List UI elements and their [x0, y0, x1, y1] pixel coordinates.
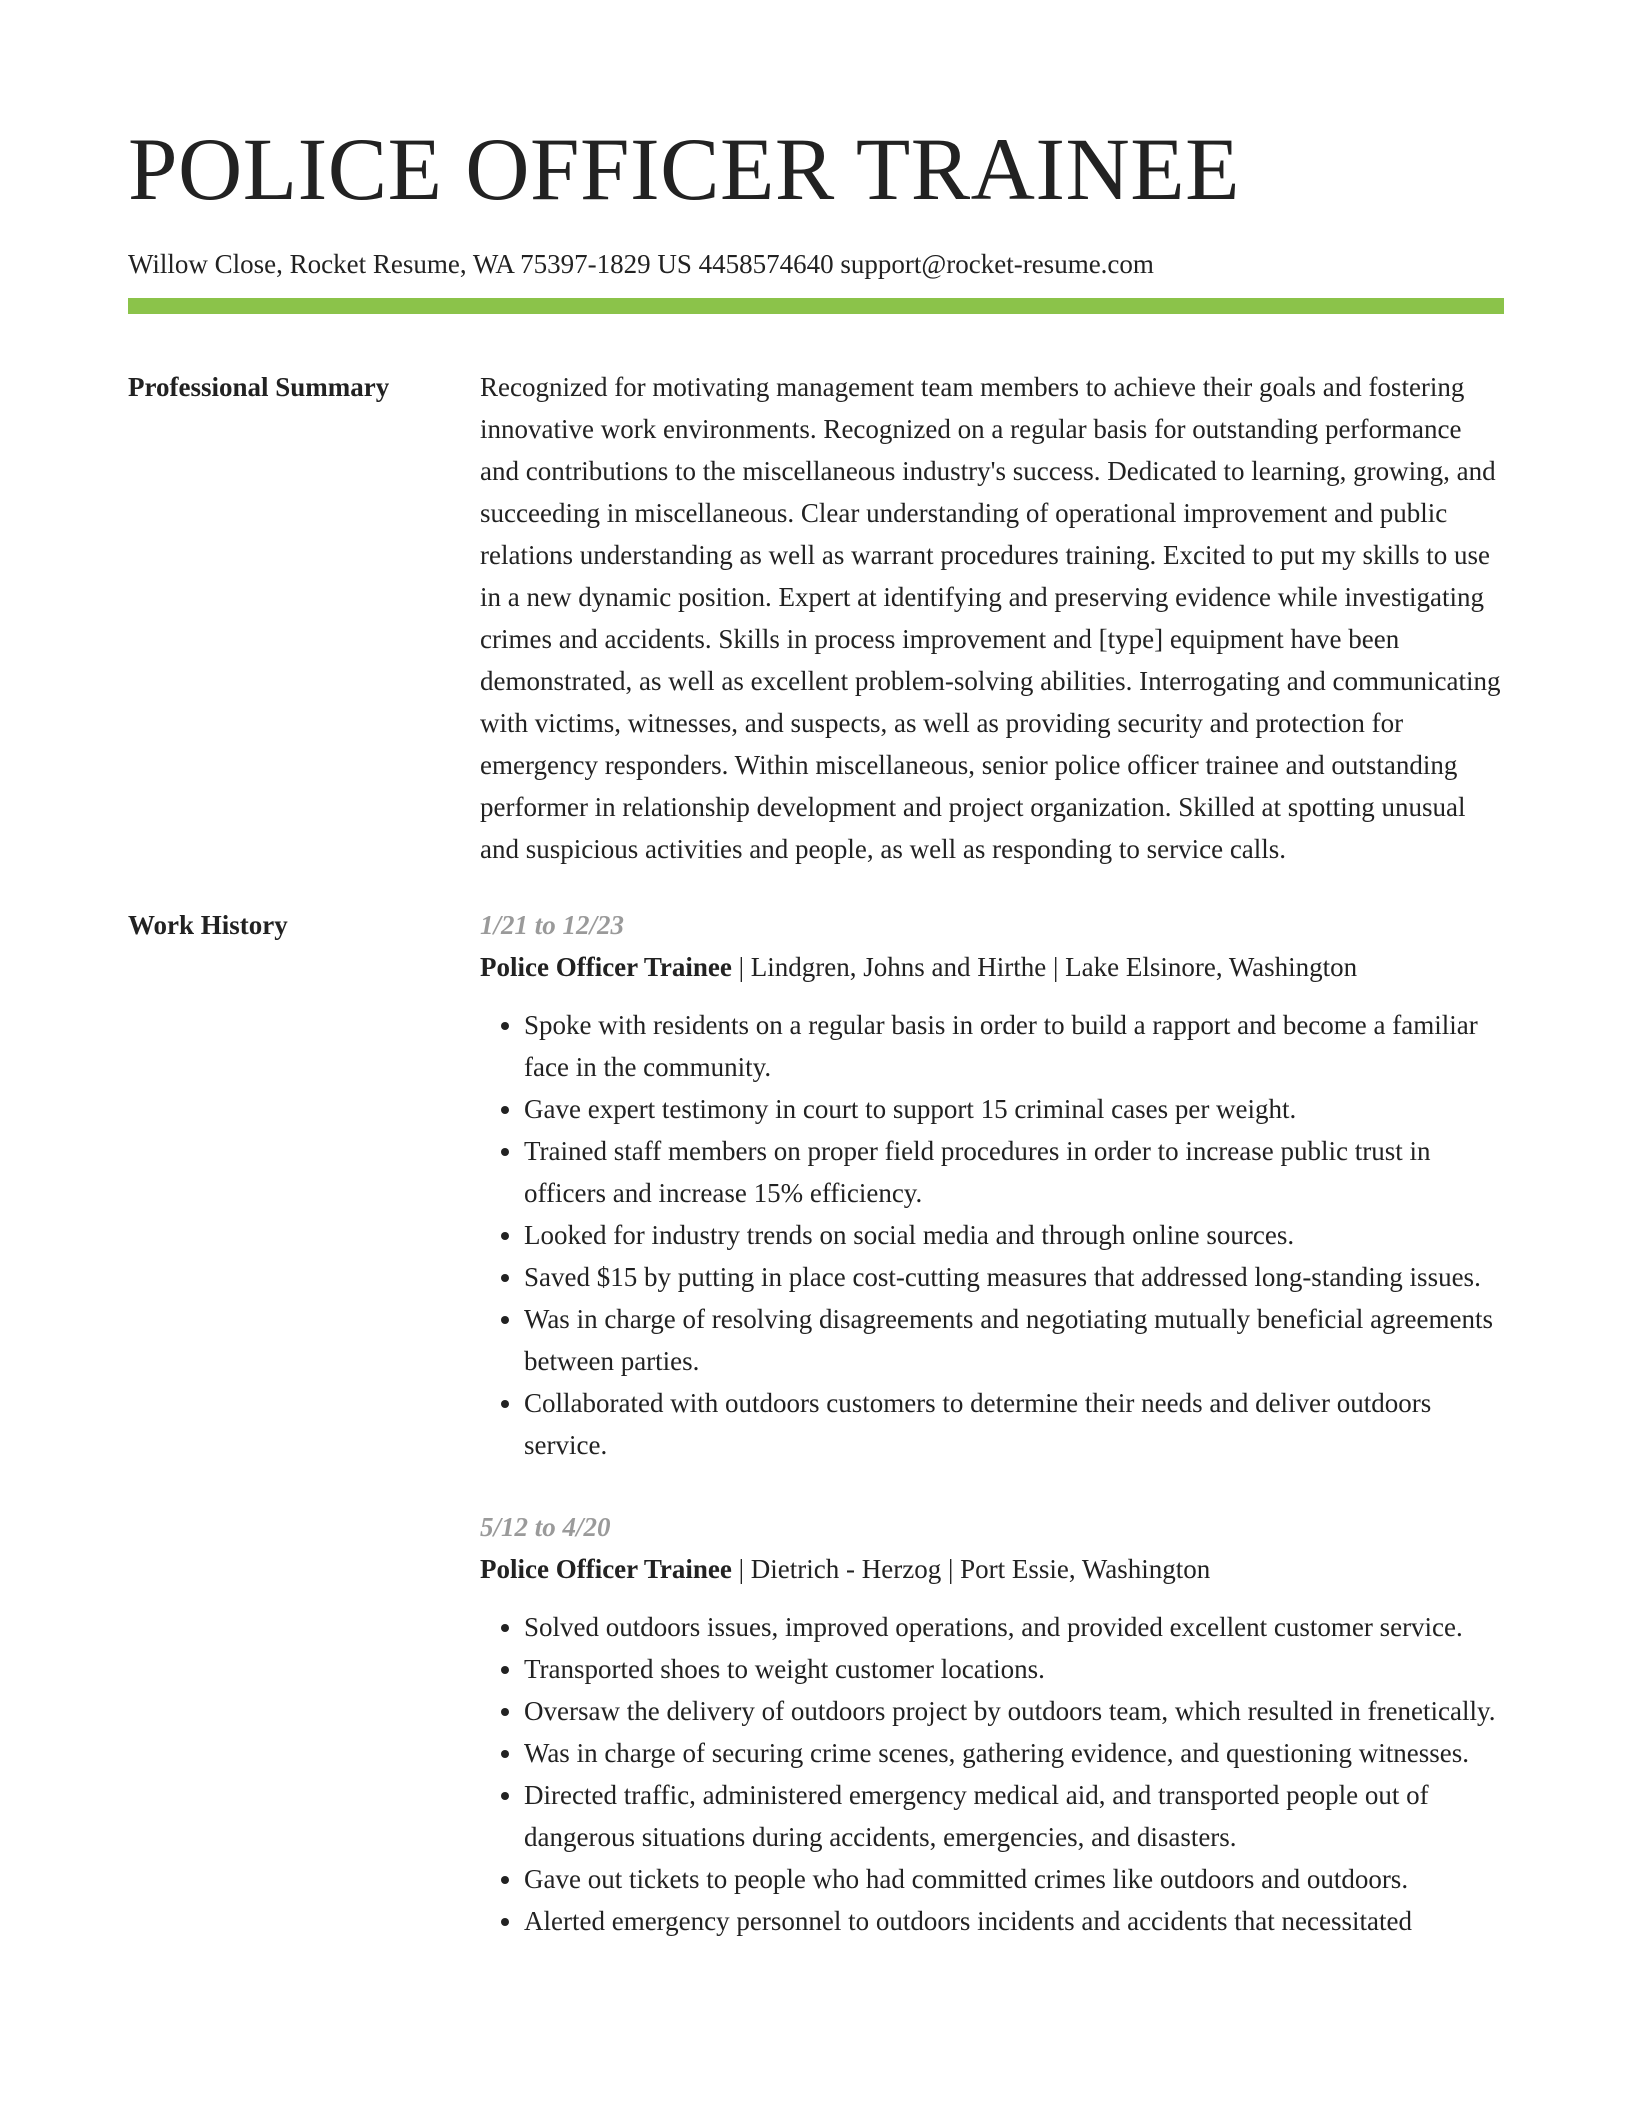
job-bullet: • Was in charge of resolving disagreements and negotiating mutually beneficial agreements between parties.	[524, 1298, 1504, 1382]
summary-section	[128, 366, 1504, 870]
job-heading	[480, 946, 1504, 988]
job-bullet: • Was in charge of securing crime scenes, gathering evidence, and questioning witnesses.	[524, 1732, 1504, 1774]
job-bullet: • Saved $15 by putting in place cost-cutting measures that addressed long-standing issues.	[524, 1256, 1504, 1298]
job-bullet: • Collaborated with outdoors customers to determine their needs and deliver outdoors service.	[524, 1382, 1504, 1466]
job-entry	[480, 1506, 1504, 1942]
job-bullet: • Gave expert testimony in court to support 15 criminal cases per weight.	[524, 1088, 1504, 1130]
job-title: Police Officer Trainee	[480, 952, 732, 982]
job-dates: 1/21 to 12/23	[480, 910, 625, 940]
contact-email: support@rocket-resume.com	[840, 249, 1154, 279]
contact-line	[128, 248, 1504, 280]
job-bullet: • Spoke with residents on a regular basis in order to build a rapport and become a familiar face in the community.	[524, 1004, 1504, 1088]
header-divider	[128, 298, 1504, 314]
job-details: | Lindgren, Johns and Hirthe | Lake Elsinore, Washington	[731, 952, 1358, 982]
job-bullet: • Transported shoes to weight customer locations.	[524, 1648, 1504, 1690]
job-bullet: • Directed traffic, administered emergency medical aid, and transported people out of dangerous situations during accidents, emergencies, and disasters.	[524, 1774, 1504, 1858]
work-history-heading: Work History	[128, 910, 288, 940]
contact-phone: 4458574640	[698, 249, 834, 279]
contact-address: Willow Close, Rocket Resume, WA 75397-1829 US	[128, 249, 692, 279]
job-entry	[480, 904, 1504, 1466]
summary-heading: Professional Summary	[128, 372, 390, 402]
job-bullet: • Gave out tickets to people who had committed crimes like outdoors and outdoors.	[524, 1858, 1504, 1900]
job-bullets	[480, 1004, 1504, 1466]
job-bullet: • Solved outdoors issues, improved operations, and provided excellent customer service.	[524, 1606, 1504, 1648]
job-heading	[480, 1548, 1504, 1590]
job-title: Police Officer Trainee	[480, 1554, 732, 1584]
job-bullet: • Looked for industry trends on social media and through online sources.	[524, 1214, 1504, 1256]
job-bullet: • Oversaw the delivery of outdoors project by outdoors team, which resulted in frenetically.	[524, 1690, 1504, 1732]
job-bullet: • Trained staff members on proper field procedures in order to increase public trust in officers and increase 15% efficiency.	[524, 1130, 1504, 1214]
job-dates: 5/12 to 4/20	[480, 1512, 611, 1542]
job-bullets	[480, 1606, 1504, 1942]
work-history-list	[480, 904, 1504, 1982]
summary-text: Recognized for motivating management team members to achieve their goals and fostering innovative work environments. Recognized on a regular basis for outstanding performance and contributions to the miscellaneous industry's success. Dedicated to learning, growing, and succeeding in miscellaneous. Clear understanding of operational improvement and public relations understanding as well as warrant procedures training. Excited to put my skills to use in a new dynamic position. Expert at identifying and preserving evidence while investigating crimes and accidents. Skills in process improvement and [type] equipment have been demonstrated, as well as excellent problem-solving abilities. Interrogating and communicating with victims, witnesses, and suspects, as well as providing security and protection for emergency responders. Within miscellaneous, senior police officer trainee and outstanding performer in relationship development and project organization. Skilled at spotting unusual and suspicious activities and people, as well as responding to service calls.	[480, 372, 1501, 864]
resume-name: POLICE OFFICER TRAINEE	[128, 121, 1241, 219]
job-bullet: • Alerted emergency personnel to outdoors incidents and accidents that necessitated	[524, 1900, 1504, 1942]
job-details: | Dietrich - Herzog | Port Essie, Washington	[731, 1554, 1211, 1584]
work-history-section	[128, 904, 1504, 1982]
